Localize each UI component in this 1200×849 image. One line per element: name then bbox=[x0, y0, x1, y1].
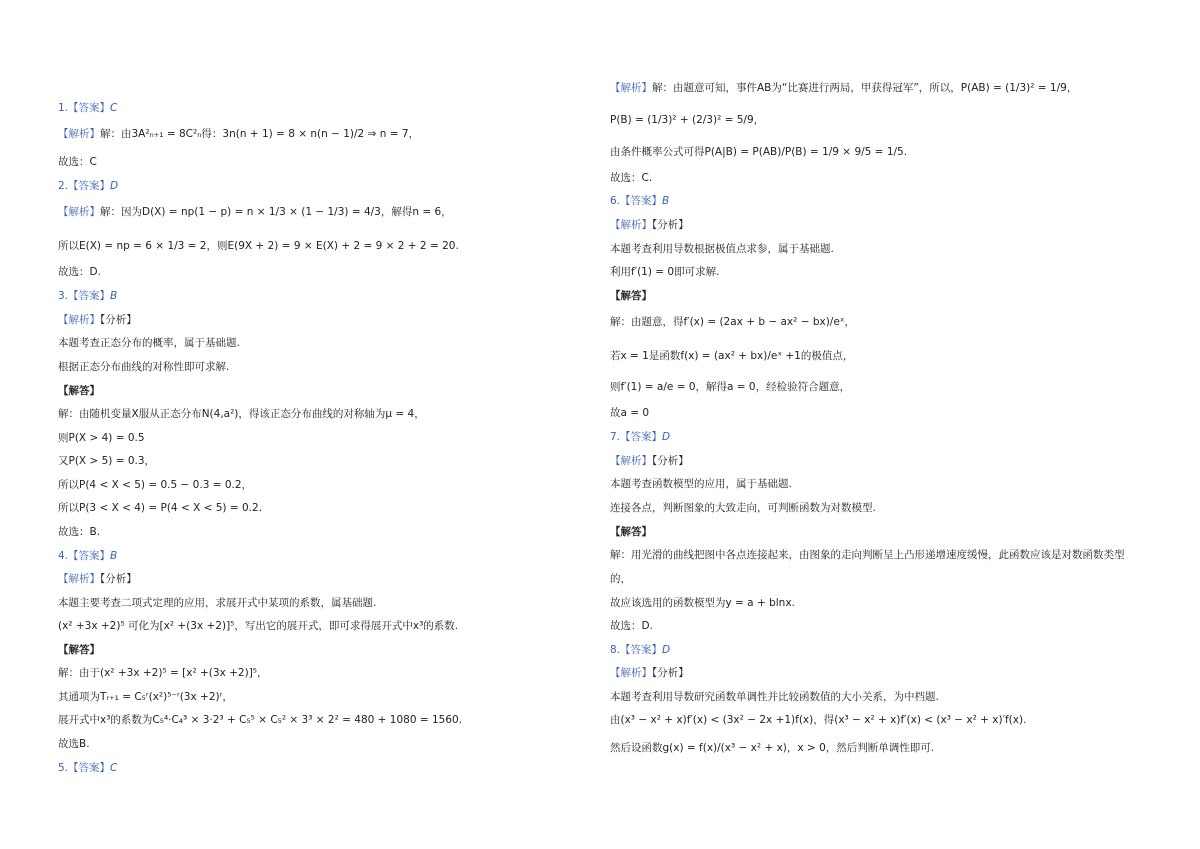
solution-line bbox=[58, 155, 97, 169]
solution-text: 解：由于(x² +3x +2)⁵ = [x² +(3x +2)]⁵， bbox=[58, 667, 268, 679]
section-tag: 【答案】 bbox=[68, 550, 111, 562]
solution-line bbox=[58, 407, 425, 421]
solution-line bbox=[610, 349, 853, 363]
solution-line bbox=[610, 289, 652, 303]
solution-line bbox=[58, 313, 137, 327]
solution-text: 解：由题意，得f′(x) = (2ax + b − ax² − bx)/eˣ， bbox=[610, 316, 855, 328]
solution-line bbox=[610, 690, 939, 704]
section-tag: 【答案】 bbox=[68, 180, 111, 192]
answer-letter: B bbox=[110, 290, 118, 302]
solution-line bbox=[58, 431, 145, 445]
solution-line bbox=[58, 205, 452, 219]
solution-text: 故选：C. bbox=[610, 172, 653, 184]
solution-text: 然后设函数g(x) = f(x)/(x³ − x² + x)，x > 0，然后判断单调性即可. bbox=[610, 742, 935, 754]
solution-text: 【分析】 bbox=[652, 219, 689, 231]
solution-line bbox=[58, 549, 117, 563]
solution-line bbox=[58, 127, 419, 141]
solution-line bbox=[58, 101, 117, 115]
solution-line bbox=[610, 619, 653, 633]
question-number: 3. bbox=[58, 290, 69, 302]
solution-line bbox=[610, 572, 631, 586]
solution-line bbox=[58, 384, 100, 398]
section-tag: 【解析】 bbox=[610, 219, 652, 231]
section-tag: 【解析】 bbox=[58, 206, 100, 218]
solution-line bbox=[610, 145, 907, 159]
solution-text: 【分析】 bbox=[100, 314, 137, 326]
solution-line bbox=[610, 666, 689, 680]
solution-line bbox=[610, 477, 792, 491]
solution-heading: 【解答】 bbox=[58, 644, 100, 656]
solution-line bbox=[58, 761, 117, 775]
question-number: 4. bbox=[58, 550, 69, 562]
solution-line bbox=[610, 113, 764, 127]
solution-line bbox=[58, 690, 233, 704]
solution-text: 由(x³ − x² + x)f′(x) < (3x² − 2x +1)f(x)，得(x³ − x² + x)f′(x) < (x³ − x² + x)′f(x). bbox=[610, 714, 1027, 726]
solution-line bbox=[58, 525, 100, 539]
solution-text: 故选：B. bbox=[58, 526, 101, 538]
solution-line bbox=[610, 596, 795, 610]
solution-text: 则f′(1) = a/e = 0，解得a = 0，经检验符合题意， bbox=[610, 381, 851, 393]
solution-text: 根据正态分布曲线的对称性即可求解. bbox=[58, 361, 230, 373]
question-number: 6. bbox=[610, 195, 621, 207]
solution-text: 故选：D. bbox=[58, 266, 101, 278]
solution-text: 所以E(X) = np = 6 × 1/3 = 2，则E(9X + 2) = 9 × E(X) + 2 = 9 × 2 + 2 = 20. bbox=[58, 240, 459, 252]
solution-text: 展开式中x³的系数为C₅⁴·C₄³ × 3·2³ + C₅⁵ × C₅² × 3³ × 2² = 480 + 1080 = 1560. bbox=[58, 714, 463, 726]
solution-text: 【分析】 bbox=[100, 573, 137, 585]
answer-letter: B bbox=[662, 195, 670, 207]
solution-line bbox=[610, 406, 649, 420]
solution-heading: 【解答】 bbox=[58, 385, 100, 397]
solution-line bbox=[610, 525, 652, 539]
solution-line bbox=[610, 265, 719, 279]
solution-text: 连接各点，判断图象的大致走向，可判断函数为对数模型. bbox=[610, 502, 876, 514]
solution-heading: 【解答】 bbox=[610, 290, 652, 302]
question-number: 2. bbox=[58, 180, 69, 192]
solution-text: 解：用光滑的曲线把图中各点连接起来，由图象的走向判断呈上凸形递增速度缓慢，此函数应该是对数函数类型 bbox=[610, 549, 1125, 561]
section-tag: 【解析】 bbox=[58, 128, 100, 140]
solution-line bbox=[58, 179, 118, 193]
answer-letter: D bbox=[662, 644, 671, 656]
section-tag: 【答案】 bbox=[620, 431, 663, 443]
solution-line bbox=[610, 713, 1026, 727]
solution-text: (x² +3x +2)⁵ 可化为[x² +(3x +2)]⁵，写出它的展开式，即可求得展开式中x³的系数. bbox=[58, 620, 459, 632]
solution-text: 则P(X > 4) = 0.5 bbox=[58, 432, 145, 444]
solution-text: 所以P(3 < X < 4) = P(4 < X < 5) = 0.2. bbox=[58, 502, 263, 514]
solution-line bbox=[58, 454, 155, 468]
solution-text: 本题考查函数模型的应用，属于基础题. bbox=[610, 478, 792, 490]
solution-line bbox=[610, 81, 1077, 95]
section-tag: 【解析】 bbox=[610, 82, 652, 94]
section-tag: 【答案】 bbox=[620, 195, 663, 207]
solution-line bbox=[58, 572, 137, 586]
solution-line bbox=[58, 643, 100, 657]
solution-text: 【分析】 bbox=[652, 667, 689, 679]
solution-line bbox=[610, 454, 689, 468]
solution-line bbox=[610, 315, 855, 329]
solution-text: 解：由3A²ₙ₊₁ = 8C²ₙ得：3n(n + 1) = 8 × n(n − 1)/2 ⇒ n = 7， bbox=[100, 128, 420, 140]
section-tag: 【解析】 bbox=[610, 455, 652, 467]
solution-text: 【分析】 bbox=[652, 455, 689, 467]
solution-line bbox=[58, 360, 229, 374]
solution-line bbox=[610, 194, 669, 208]
solution-line bbox=[610, 171, 652, 185]
section-tag: 【解析】 bbox=[58, 573, 100, 585]
solution-text: 利用f′(1) = 0即可求解. bbox=[610, 266, 720, 278]
solution-line bbox=[58, 336, 240, 350]
answer-letter: C bbox=[110, 762, 118, 774]
solution-line bbox=[610, 741, 934, 755]
question-number: 8. bbox=[610, 644, 621, 656]
solution-text: 本题考查正态分布的概率，属于基础题. bbox=[58, 337, 240, 349]
solution-text: 故a = 0 bbox=[610, 407, 650, 419]
section-tag: 【解析】 bbox=[58, 314, 100, 326]
solution-text: 本题考查利用导数研究函数单调性并比较函数值的大小关系，为中档题. bbox=[610, 691, 939, 703]
solution-line bbox=[58, 478, 252, 492]
question-number: 7. bbox=[610, 431, 621, 443]
solution-text: 所以P(4 < X < 5) = 0.5 − 0.3 = 0.2， bbox=[58, 479, 253, 491]
solution-text: 又P(X > 5) = 0.3， bbox=[58, 455, 156, 467]
solution-text: 故选：D. bbox=[610, 620, 653, 632]
solution-heading: 【解答】 bbox=[610, 526, 652, 538]
section-tag: 【答案】 bbox=[68, 762, 111, 774]
solution-text: P(B) = (1/3)² + (2/3)² = 5/9， bbox=[610, 114, 765, 126]
section-tag: 【解析】 bbox=[610, 667, 652, 679]
section-tag: 【答案】 bbox=[68, 102, 111, 114]
solution-line bbox=[58, 619, 458, 633]
solution-text: 其通项为Tᵣ₊₁ = C₅ʳ(x²)⁵⁻ʳ(3x +2)ʳ， bbox=[58, 691, 233, 703]
answer-letter: B bbox=[110, 550, 118, 562]
solution-line bbox=[58, 501, 262, 515]
solution-line bbox=[58, 239, 459, 253]
section-tag: 【答案】 bbox=[68, 290, 111, 302]
solution-text: 故选B. bbox=[58, 738, 90, 750]
solution-line bbox=[610, 643, 670, 657]
solution-line bbox=[610, 242, 834, 256]
solution-line bbox=[58, 289, 117, 303]
solution-line bbox=[610, 218, 689, 232]
solution-line bbox=[610, 548, 1125, 562]
solution-line bbox=[58, 713, 462, 727]
solution-text: 故选：C bbox=[58, 156, 97, 168]
solution-text: 解：由随机变量X服从正态分布N(4,a²)，得该正态分布曲线的对称轴为μ = 4， bbox=[58, 408, 425, 420]
solution-line bbox=[58, 265, 101, 279]
solution-line bbox=[58, 596, 376, 610]
solution-text: 由条件概率公式可得P(A|B) = P(AB)/P(B) = 1/9 × 9/5 = 1/5. bbox=[610, 146, 908, 158]
solution-line bbox=[610, 380, 850, 394]
solution-line bbox=[58, 737, 90, 751]
answer-letter: D bbox=[662, 431, 671, 443]
solution-text: 若x = 1是函数f(x) = (ax² + bx)/eˣ +1的极值点， bbox=[610, 350, 854, 362]
solution-text: 解：由题意可知，事件AB为“比赛进行两局，甲获得冠军”，所以，P(AB) = (1/3)² = 1/9， bbox=[652, 82, 1078, 94]
question-number: 1. bbox=[58, 102, 69, 114]
solution-line bbox=[610, 430, 670, 444]
question-number: 5. bbox=[58, 762, 69, 774]
solution-line bbox=[58, 666, 268, 680]
solution-text: 故应该选用的函数模型为y = a + blnx. bbox=[610, 597, 795, 609]
solution-text: 解：因为D(X) = np(1 − p) = n × 1/3 × (1 − 1/3) = 4/3，解得n = 6， bbox=[100, 206, 452, 218]
solution-text: 的， bbox=[610, 573, 631, 585]
answer-letter: C bbox=[110, 102, 118, 114]
solution-text: 本题主要考查二项式定理的应用，求展开式中某项的系数，属基础题. bbox=[58, 597, 377, 609]
answer-letter: D bbox=[110, 180, 119, 192]
section-tag: 【答案】 bbox=[620, 644, 663, 656]
solution-text: 本题考查利用导数根据极值点求参，属于基础题. bbox=[610, 243, 834, 255]
solution-line bbox=[610, 501, 876, 515]
